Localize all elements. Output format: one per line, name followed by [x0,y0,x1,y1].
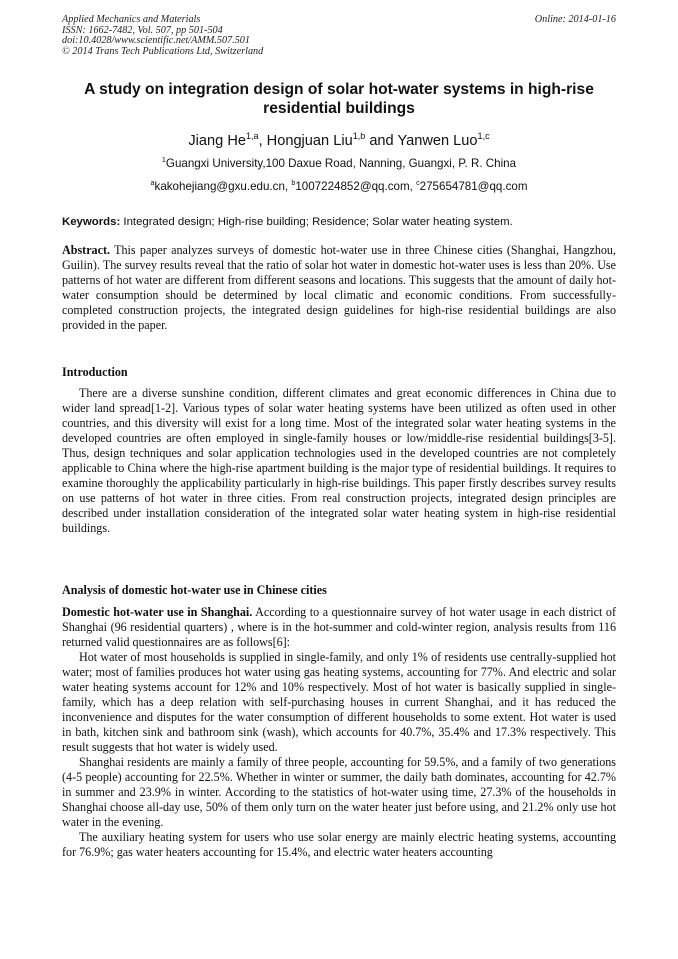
affiliation-text: Guangxi University,100 Daxue Road, Nanning, Guangxi, P. R. China [165,157,517,170]
author-1-name: Jiang He [188,133,246,149]
paper-title-line-1: A study on integration design of solar hot-water systems in high-rise [84,81,594,98]
analysis-paragraph-1 [62,605,616,650]
email-b-sup: b [291,178,296,188]
abstract [62,243,616,333]
abstract-label: Abstract. [62,243,111,257]
author-1-sup: 1,a [245,131,259,142]
journal-doi: doi:10.4028/www.scientific.net/AMM.507.501 [62,35,250,47]
keywords-label: Keywords: [62,216,121,228]
author-2-sup: 1,b [352,131,366,142]
journal-name: Applied Mechanics and Materials [62,14,201,25]
subsection-label-shanghai: Domestic hot-water use in Shanghai. [62,605,253,619]
paper-title [70,80,608,118]
email-a: kakohejiang@gxu.edu.cn, [154,180,292,193]
online-date: Online: 2014-01-16 [534,14,616,25]
section-heading-introduction: Introduction [62,365,128,379]
introduction-body [62,386,616,536]
analysis-paragraph-2: Hot water of most households is supplied in single-family, and only 1% of residents use centrally-supplied hot water; most of families produces hot water using gas heating systems, accounting for 77%. And electric and solar water heating systems account for 12% and 10% respectively. Most of hot water is basically supplied in single-family, which has a deep relation with self-purchasing houses in current Shanghai, and it has reduced the inconvenience and disputes for the water consumption of different households to some extent. Hot water is used in bath, kitchen sink and bathroom sink (wash), which accounts for 40.7%, 35.4% and 17.3% respectively. This result suggests that hot water is widely used. [62,650,616,754]
author-sep-1: , [258,133,267,149]
email-b: 1007224852@qq.com, [295,180,417,193]
keywords [62,215,616,229]
journal-issn: ISSN: 1662-7482, Vol. 507, pp 501-504 [62,24,223,36]
email-c: 275654781@qq.com [419,180,528,193]
affiliation-number: 1 [161,155,166,165]
journal-copyright: © 2014 Trans Tech Publications Ltd, Switzerland [62,45,264,57]
section-heading-analysis: Analysis of domestic hot-water use in Chinese cities [62,583,327,597]
email-c-sup: c [416,178,420,188]
author-3-name: Yanwen Luo [397,133,478,149]
author-3-sup: 1,c [477,131,490,142]
author-2-name: Hongjuan Liu [266,133,353,149]
journal-header [62,15,263,57]
author-sep-2: and [365,133,398,149]
keywords-text: Integrated design; High-rise building; Residence; Solar water heating system. [120,216,513,228]
analysis-paragraph-1-text: According to a questionnaire survey of hot water usage in each district of Shanghai (96 residential quarters) , where is in the hot-summer and cold-winter region, analysis results from 116 returned valid questionnaires are as follows[6]: [62,605,616,649]
analysis-paragraph-3: Shanghai residents are mainly a family of three people, accounting for 59.5%, and a family of two generations (4-5 people) accounting for 22.5%. Whether in winter or summer, the daily bath dominates, accounting for 42.7% in summer and 23.9% in winter. According to the statistics of hot-water using time, 27.3% of the households in Shanghai choose all-day use, 50% of them only turn on the water heater just before using, and 21.2% only use hot water in the evening. [62,755,616,829]
affiliation [62,157,616,171]
abstract-text: This paper analyzes surveys of domestic hot-water use in three Chinese cities (Shanghai, Hangzhou, Guilin). The survey results reveal that the ratio of solar hot water in domestic hot-water uses is less than 20%. Use patterns of hot water are different from different seasons and locations. This suggests that the amount of daily hot-water consumption should be determined by local climatic and economic conditions. From successfully-completed construction projects, the integrated design guidelines for high-rise residential buildings are also provided in the paper. [62,243,616,332]
analysis-body [62,605,616,860]
paper-title-line-2: residential buildings [263,100,415,117]
introduction-paragraph: There are a diverse sunshine condition, different climates and great economic differences in China due to wider land spread[1-2]. Various types of solar water heating systems have been utilized as often used in other countries, and this diversity will exist for a long time. Most of the integrated solar water heating systems in the developed countries are often employed in single-family houses or low/middle-rise residential buildings[3-5]. Thus, design techniques and solar application technologies used in the developed countries are not completely applicable to China where the high-rise apartment building is the major type of residential buildings. It requires to examine thoroughly the applicability particularly in high-rise buildings. This paper firstly describes survey results on use patterns of hot water in three cities. From real construction projects, integrated design principles are described under installation consideration of the integrated solar water heating system in high-rise residential buildings. [62,386,616,535]
email-a-sup: a [150,178,155,188]
author-emails [62,180,616,194]
author-list [62,132,616,150]
analysis-paragraph-4: The auxiliary heating system for users who use solar energy are mainly electric heating systems, accounting for 76.9%; gas water heaters accounting for 15.4%, and electric water heaters accounting [62,830,616,859]
